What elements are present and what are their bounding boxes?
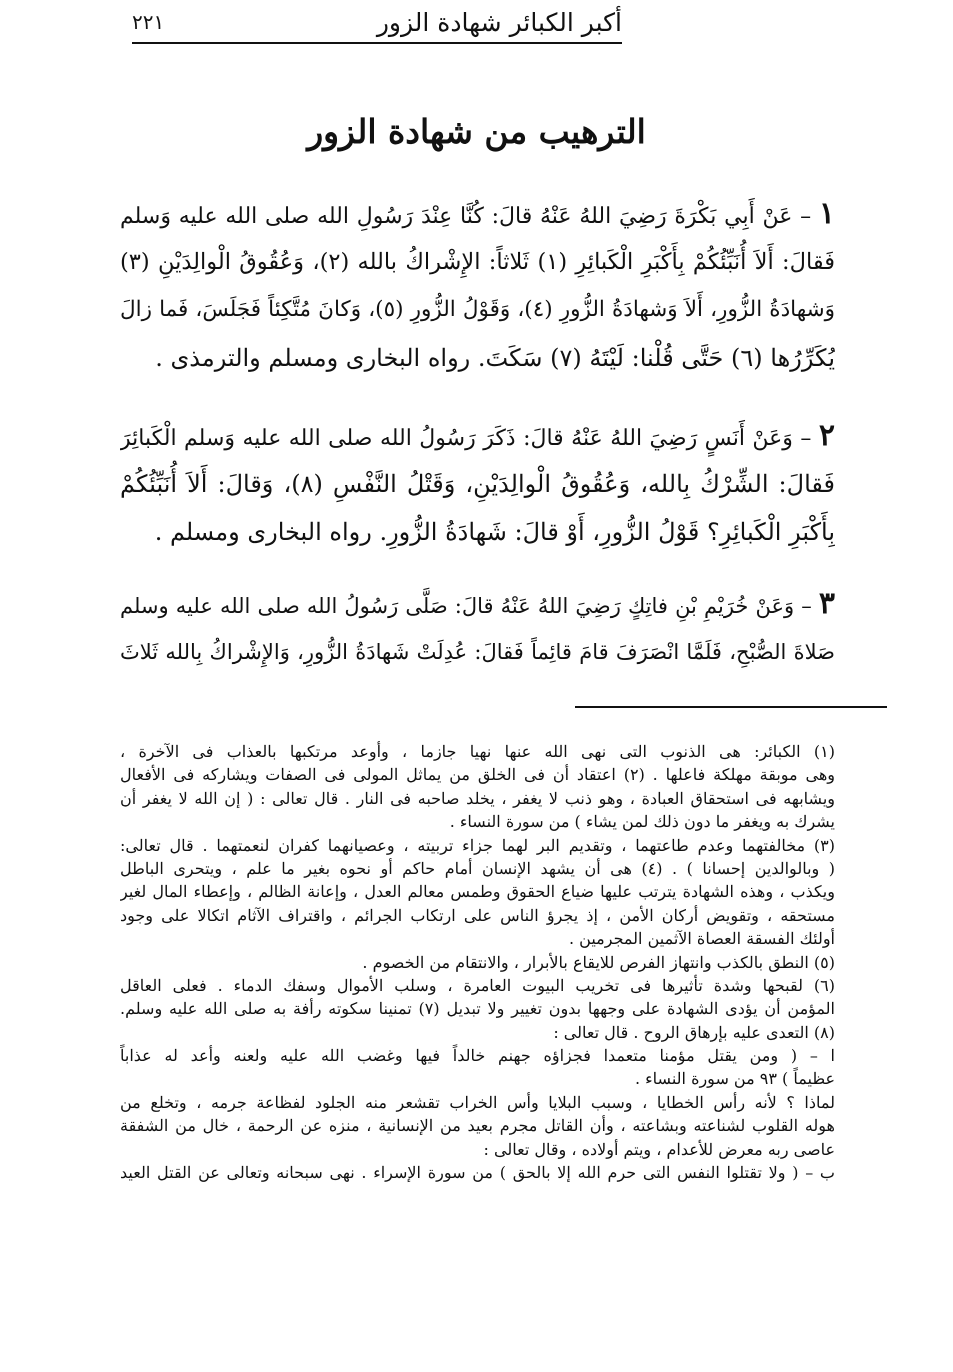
footnote-line: ويكذب ، وهذه الشهادة يترتب عليها ضياع الحقوق وطمس معالم العدل ، وإعانة الظالم ، وإعطاء المال لغير — [120, 882, 835, 902]
hadith-line: يُكَرِّرُها (٦) حَتَّى قُلْنا: لَيْتَهُ (٧) سَكَتَ. رواه البخارى ومسلم والترمذى . — [155, 344, 835, 372]
hadith-2 — [120, 412, 835, 556]
footnote-line: المؤمن أن يؤدى الشهادة على وجهها بدون تغيير ولا تبديل (٧) تمنينا سكوته رأفة به صلى الله عليه وسلم. — [120, 999, 835, 1019]
hadith-line: بِأَكْبَرِ الْكَبائِرِ؟ قَوْلُ الزُّورِ، أَوْ قالَ: شَهادَةُ الزُّورِ. رواه البخارى ومسلم . — [154, 518, 835, 546]
header-rule — [132, 42, 622, 44]
hadith-line: ١ – عَنْ أَبِي بَكْرَةَ رَضِيَ اللهُ عَنْهُ قالَ: كُنَّا عِنْدَ رَسُولِ الله صلى الله عليه وَسلم — [120, 196, 835, 231]
footnote-divider — [575, 706, 887, 708]
hadith-3 — [120, 580, 835, 676]
footnote-line: لماذا ؟ لأنه رأس الخطايا ، وسبب البلايا وأس الخراب تقشعر منه الجلود لفظاعة جرمه ، وتخلع من — [120, 1092, 835, 1112]
hadith-line: ٣ – وَعَنْ خُرَيْمِ بْنِ فاتِكٍ رَضِيَ اللهُ عَنْهُ قالَ: صَلَّى رَسُولُ الله صلى الله عليه وسلم — [120, 586, 835, 621]
footnote-line: وهى موبقة مهلكة فاعلها . (٢) اعتقاد أن فى الخلق من يماثل المولى فى الصفات ويشاركه فى الأفعال — [120, 765, 835, 785]
footnotes — [120, 740, 835, 1184]
footnote-line: (٥) النطق بالكذب وانتهاز الفرص للايقاع بالأبرار ، والانتقام من الخصوم . — [362, 952, 835, 972]
hadith-number: ٢ — [818, 418, 835, 453]
footnote-line: (١) الكبائر: هى الذنوب التى نهى الله عنها نهيا جازما ، وأوعد مرتكبها بالعذاب فى الآخرة ، — [120, 742, 835, 761]
footnote-line: ا – ( ومن يقتل مؤمنا متعمدا فجزاؤه جهنم خالداً فيها وغضب الله عليه ولعنه وأعد له عذاباً — [120, 1046, 835, 1066]
footnote-line: ويشابهه فى استحقاق العبادة ، وهو ذنب لا يغفر ، يخلد صاحبه فى النار . قال تعالى : ( إن الله لا يغفر أن — [120, 788, 835, 808]
section-title: الترهيب من شهادة الزور — [307, 112, 646, 151]
footnote-line: ( وبالوالدين إحسانا ) . (٤) هى أن يشهد الإنسان أمام حاكم أو نحوه بغير ما علم ، ويتحرى الباطل — [120, 858, 835, 878]
footnote-line: عظيماً ) ٩٣ من سورة النساء . — [634, 1069, 835, 1089]
hadith-line: صَلاةَ الصُّبْحِ، فَلَمَّا انْصَرَفَ قامَ قائِماً فَقالَ: عُدِلَتْ شَهادَةُ الزُّورِ، وَالإِشْراكُ بِالله ثَلاثَ — [120, 640, 835, 664]
footnote-line: أولئك الفسقة العصاة الآثمين المجرمين . — [569, 929, 835, 949]
hadith-number: ١ — [818, 196, 835, 231]
footnote-line: عاصى ربه معرض للأعدام ، ويتم أولاده ، وقال تعالى : — [483, 1139, 835, 1159]
hadith-line: ٢ – وَعَنْ أَنَسٍ رَضِيَ اللهُ عَنْهُ قالَ: ذَكَرَ رَسُولُ الله صلى الله عليه وَسلم الْكَبائِرَ — [120, 418, 835, 453]
hadith-line: فَقالَ: أَلاَ أُنَبِّئُكُمْ بِأَكْبَرِ الْكَبائِرِ (١) ثَلاثاً: الإِشْراكُ بالله (٢)، وَعُقُوقُ الْوالِدَيْنِ (٣) — [120, 249, 835, 275]
hadith-line: فَقالَ: الشِّرْكُ بِالله، وَعُقُوقُ الْوالِدَيْنِ، وَقَتْلُ النَّفْسِ (٨)، وَقالَ: أَلاَ أُنَبِّئُكُمْ — [120, 470, 835, 498]
hadith-1 — [120, 190, 835, 382]
running-header — [132, 6, 622, 40]
hadith-number: ٣ — [818, 586, 835, 621]
footnote-line: (٣) مخالفتهما وعدم طاعتهما ، وتقديم البر لهما جزاء تربيته ، وعصيانهما كفران لنعمتهما . قال تعالى: — [120, 835, 835, 855]
footnote-line: (٦) لقبحها وشدة تأثيرها فى تخريب البيوت العامرة ، وسلب الأموال وسفك الدماء . فعلى العاقل — [120, 975, 835, 995]
footnote-line: هوله القلوب لشناعته وبشاعته ، وأن القاتل مجرم بعيد من الإنسانية ، منزه عن الرحمة ، خال من الشفقة — [120, 1116, 835, 1136]
footnote-line: مستحقه ، وتقويض أركان الأمن ، إذ يجرؤ الناس على ارتكاب الجرائم ، واقتراف الآثام اتكالا على وجود — [120, 905, 835, 925]
running-title: أكبر الكبائر شهادة الزور — [376, 8, 622, 37]
hadith-line: وَشهادَةُ الزُّورِ، أَلاَ وَشهادَةُ الزُّورِ (٤)، وَقَوْلُ الزُّورِ (٥)، وَكانَ مُتَّكِئاً فَجَلَسَ، فَما زالَ — [120, 297, 835, 322]
footnote-line: يشرك به ويغفر ما دون ذلك لمن يشاء ) من سورة النساء . — [449, 812, 835, 832]
page-number: ٢٢١ — [132, 10, 165, 34]
footnote-line: ب – ( ولا تقتلوا النفس التى حرم الله إلا بالحق ) من سورة الإسراء . نهى سبحانه وتعالى عن القتل العيد — [120, 1163, 835, 1183]
footnote-line: (٨) التعدى عليه بإرهاق الروح . قال تعالى : — [553, 1022, 835, 1042]
